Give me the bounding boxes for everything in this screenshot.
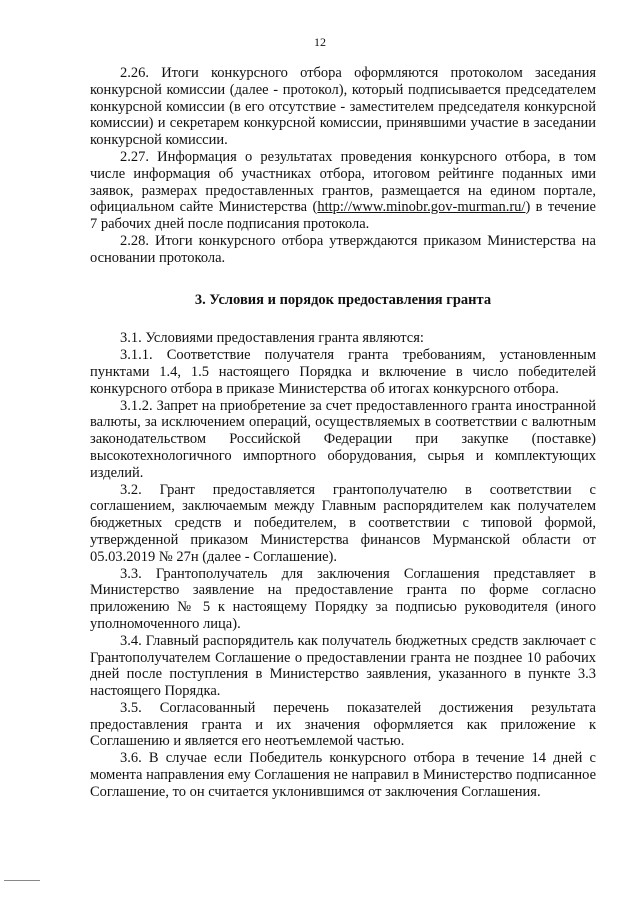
- paragraph-3-3: 3.3. Грантополучатель для заключения Соглашения представляет в Министерство заявление на предоставление гранта по форме согласно приложению № 5 к настоящему Порядку за подписью руководителя (иного уполномоченного лица).: [90, 565, 596, 632]
- ministry-website-link[interactable]: http://www.minobr.gov-murman.ru/: [317, 199, 526, 216]
- paragraph-3-4: 3.4. Главный распорядитель как получатель бюджетных средств заключает с Грантополучателем Соглашение о предоставлении гранта не позднее 10 рабочих дней после поступления в Министерство заявления, указанного в пункте 3.3 настоящего Порядка.: [90, 632, 596, 700]
- paragraph-2-27: [90, 149, 596, 233]
- document-body: [90, 65, 596, 801]
- paragraph-2-28: 2.28. Итоги конкурсного отбора утверждаются приказом Министерства на основании протокола.: [90, 232, 596, 266]
- paragraph-2-26: 2.26. Итоги конкурсного отбора оформляются протоколом заседания конкурсной комиссии (далее - протокол), который подписывается председателем конкурсной комиссии (в его отсутствие - заместителем председателя конкурсной комиссии) и секретарем конкурсной комиссии, принявшими участие в заседании конкурсной комиссии.: [90, 65, 596, 149]
- page-number: 12: [314, 35, 326, 49]
- paragraph-3-1: 3.1. Условиями предоставления гранта являются:: [120, 330, 424, 347]
- paragraph-3-6: 3.6. В случае если Победитель конкурсного отбора в течение 14 дней с момента направления ему Соглашения не направил в Министерство подписанное Соглашение, то он считается уклонившимся от заключения Соглашения.: [90, 750, 596, 800]
- paragraph-2-27-text-start: 2.27. Информация о результатах проведения конкурсного отбора, в том числе информация об участниках отбора, итоговом рейтинге поданных ими заявок, размерах предоставленных грантов, размещается на едином портале, официальном сайте Министерства (: [90, 148, 596, 216]
- paragraph-3-5: 3.5. Согласованный перечень показателей достижения результата предоставления гранта и их значения оформляется как приложение к Соглашению и является его неотъемлемой частью.: [90, 699, 596, 750]
- section-heading: 3. Условия и порядок предоставления гранта: [194, 291, 492, 308]
- paragraph-3-1-1: 3.1.1. Соответствие получателя гранта требованиям, установленным пунктами 1.4, 1.5 настоящего Порядка и включение в число победителей конкурсного отбора в приказе Министерства об итогах конкурсного отбора.: [90, 347, 596, 397]
- paragraph-2-27-text-end: ) в течение 7 рабочих дней после подписания протокола.: [90, 199, 596, 233]
- footer-divider: [4, 880, 40, 881]
- paragraph-3-2: 3.2. Грант предоставляется грантополучателю в соответствии с соглашением, заключаемым между Главным распорядителем как получателем бюджетных средств и победителем, в соответствии с типовой формой, утвержденной приказом Министерства финансов Мурманской области от 05.03.2019 № 27н (далее - Соглашение).: [90, 481, 596, 565]
- paragraph-3-1-2: 3.1.2. Запрет на приобретение за счет предоставленного гранта иностранной валюты, за исключением операций, осуществляемых в соответствии с валютным законодательством Российской Федерации при закупке (поставке) высокотехнологичного импортного оборудования, сырья и комплектующих изделий.: [90, 397, 596, 481]
